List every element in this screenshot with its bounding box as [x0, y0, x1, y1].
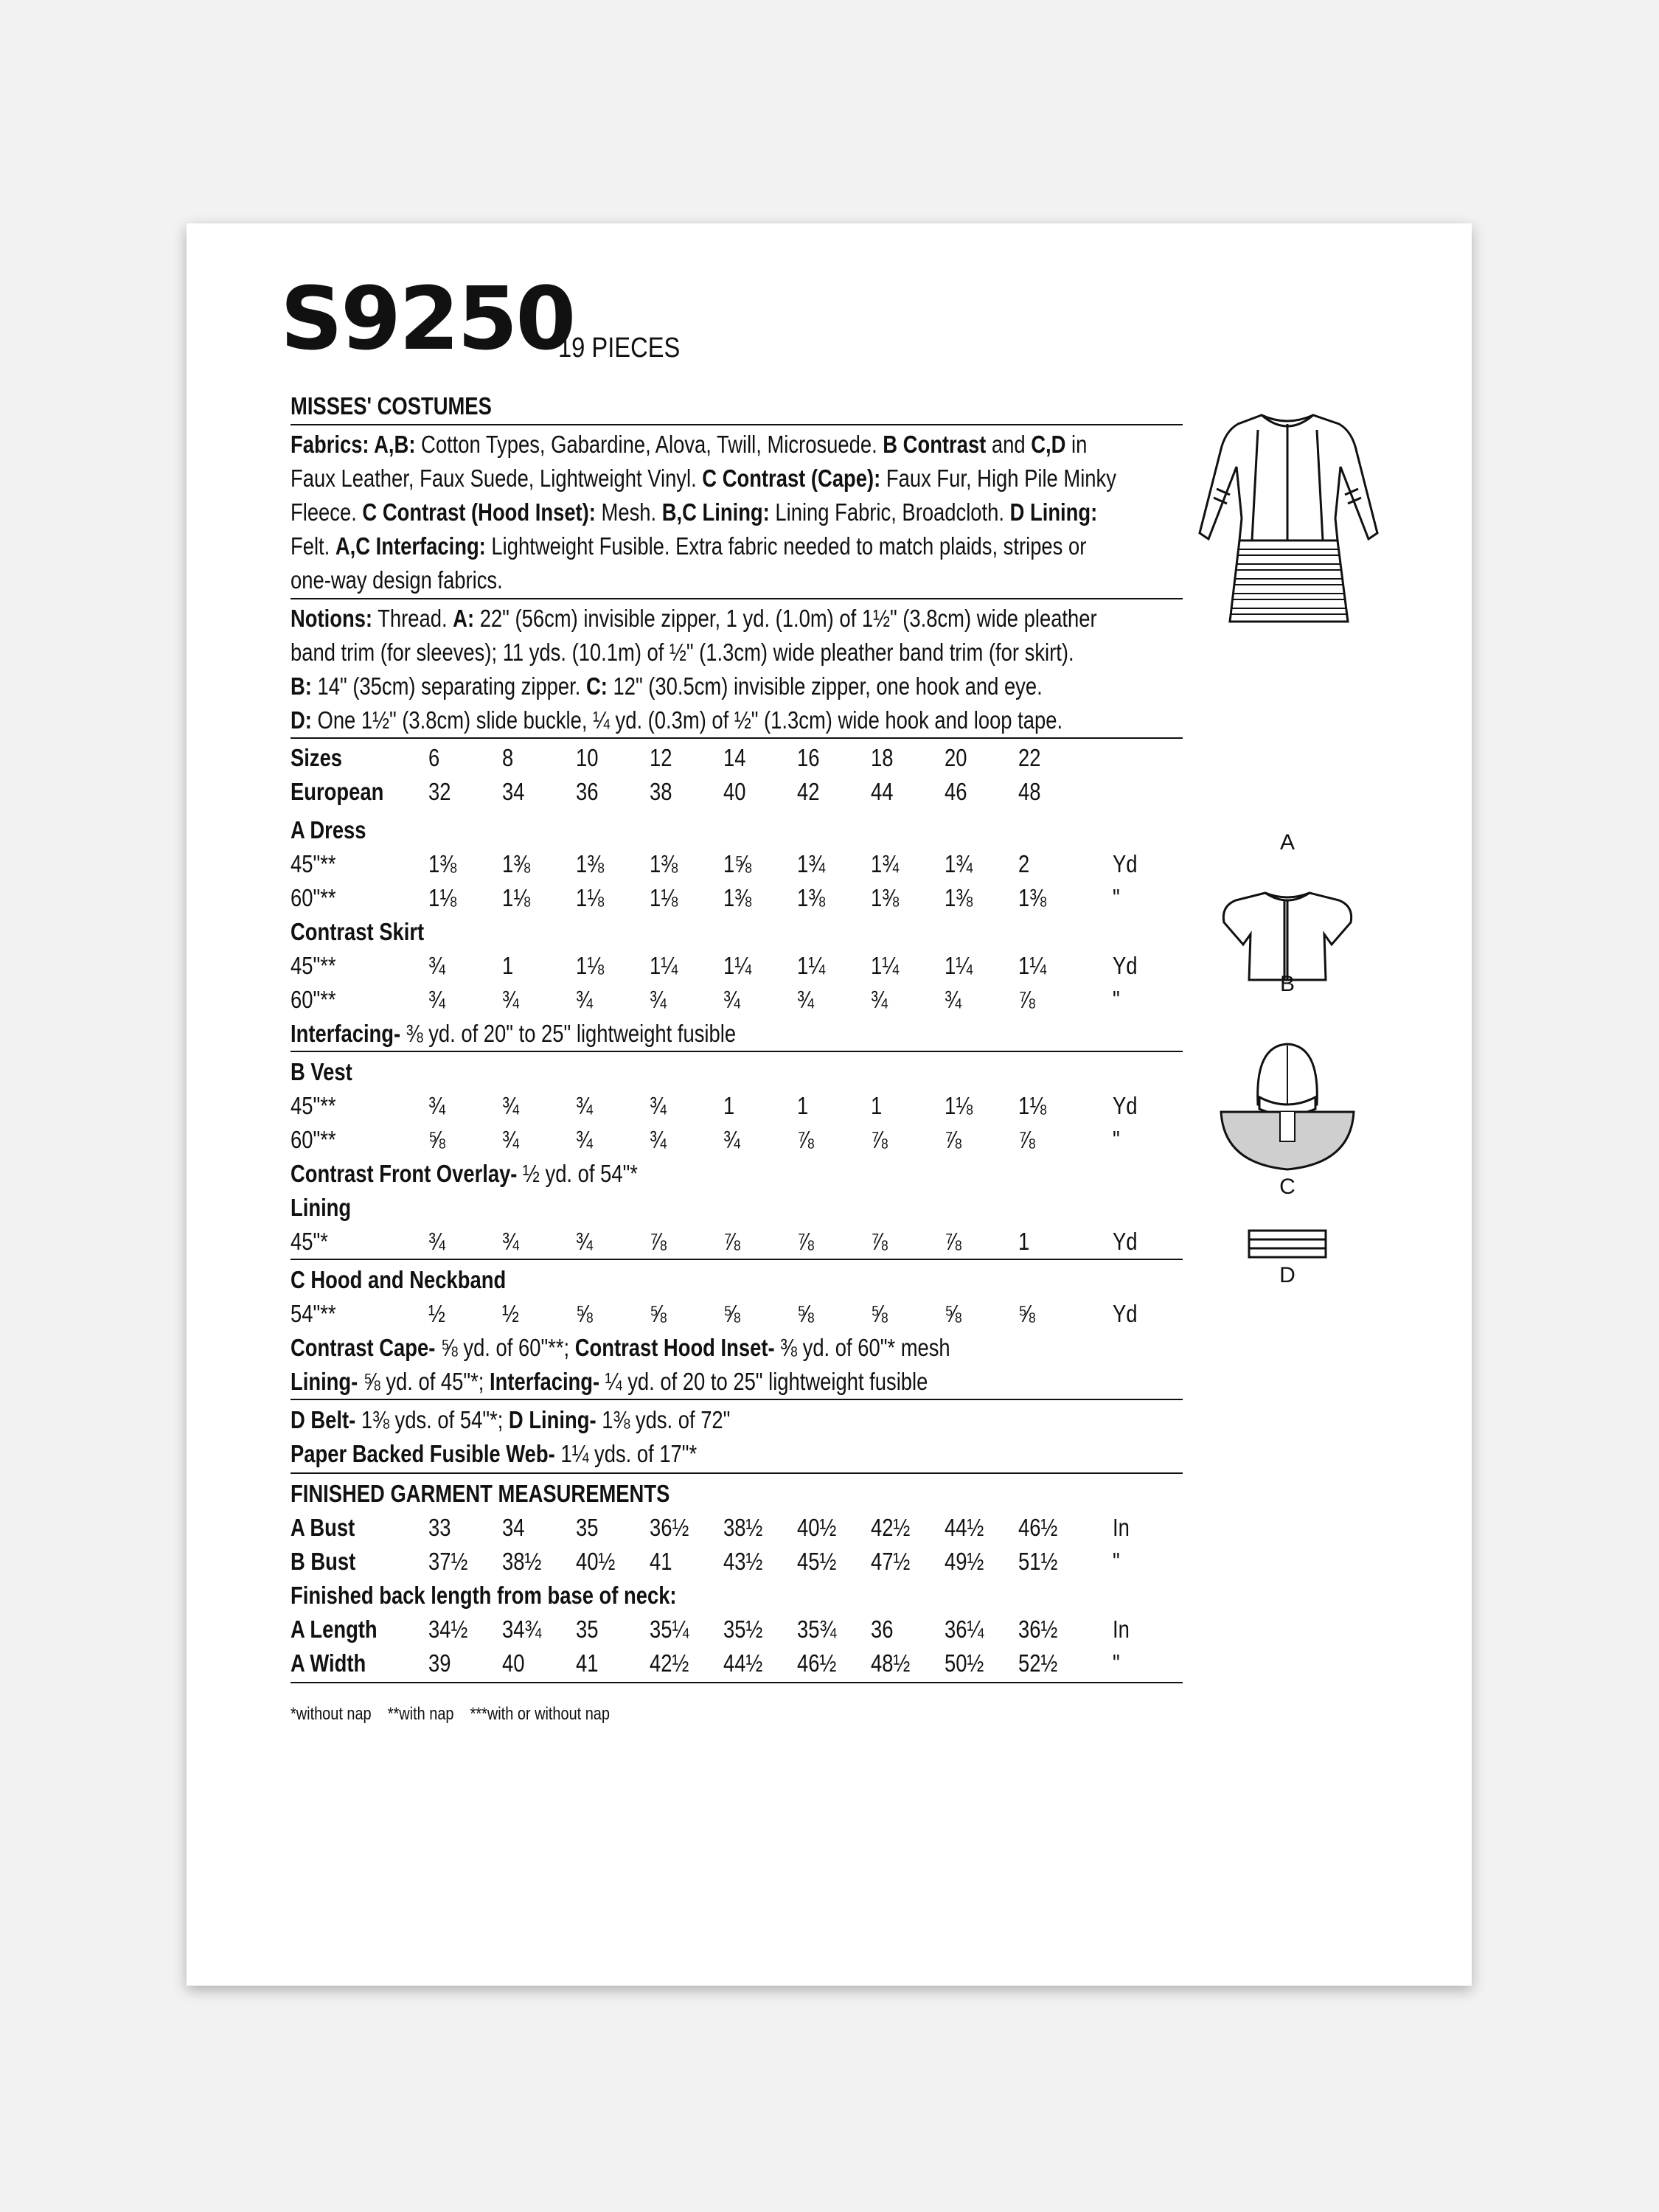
bold-label: Fabrics: A,B:: [291, 431, 416, 458]
table-cell: 38½: [502, 1548, 542, 1575]
table-cell: 1¼: [650, 952, 678, 979]
table-row: [291, 1089, 1183, 1123]
table-cell: ¾: [576, 1092, 593, 1119]
table-cell: 50½: [945, 1649, 984, 1677]
table-cell: 1⅜: [576, 850, 605, 877]
table-cell: 38½: [723, 1514, 763, 1541]
divider: [291, 1472, 1183, 1474]
row-label: 45"**: [291, 1092, 336, 1119]
table-cell: 1⅛: [576, 952, 605, 979]
text-segment: Felt.: [291, 532, 335, 560]
divider: [291, 424, 1183, 425]
bold-label: D Belt-: [291, 1406, 356, 1433]
bold-label: C Contrast (Cape):: [702, 465, 881, 492]
table-cell: 1⅜: [723, 884, 752, 911]
table-cell: 1¾: [945, 850, 973, 877]
sizes-row: [291, 741, 1183, 775]
table-cell: 1⅛: [576, 884, 605, 911]
table-cell: ¾: [871, 986, 888, 1013]
table-cell: ¾: [723, 1126, 740, 1153]
table-cell: ⅞: [945, 1228, 961, 1255]
table-cell: ⅞: [797, 1126, 814, 1153]
table-cell: 1⅛: [945, 1092, 973, 1119]
text-segment: Lining Fabric, Broadcloth.: [769, 498, 1010, 526]
table-cell: 1: [502, 952, 514, 979]
table-cell: ¾: [502, 1126, 519, 1153]
text-segment: in: [1065, 431, 1088, 458]
divider: [291, 1682, 1183, 1683]
text-line: [291, 636, 1183, 669]
table-cell: 35¾: [797, 1615, 837, 1643]
row-label: 45"*: [291, 1228, 328, 1255]
text-segment: 1⅜ yds. of 72": [596, 1406, 731, 1433]
unit-cell: Yd: [1113, 1300, 1138, 1327]
text-segment: Fleece.: [291, 498, 363, 526]
table-cell: ¾: [576, 1228, 593, 1255]
table-cell: 1⅛: [502, 884, 531, 911]
table-cell: 18: [871, 744, 894, 771]
table-cell: 1: [797, 1092, 809, 1119]
text-line: [291, 462, 1183, 495]
bold-label: Contrast Hood Inset-: [574, 1334, 775, 1361]
row-label: A Width: [291, 1649, 366, 1677]
text-line: [291, 1437, 780, 1471]
text-segment: ⅝ yd. of 45"*;: [358, 1368, 490, 1395]
table-cell: 37½: [428, 1548, 468, 1575]
divider: [291, 1051, 1183, 1052]
unit-cell: Yd: [1113, 850, 1138, 877]
table-row: [291, 1545, 1183, 1579]
text-segment: ⅜ yd. of 20" to 25" lightweight fusible: [400, 1020, 737, 1047]
table-cell: 40: [502, 1649, 525, 1677]
table-cell: 52½: [1018, 1649, 1058, 1677]
table-cell: ¾: [502, 986, 519, 1013]
bold-label: Interfacing-: [490, 1368, 600, 1395]
row-label: 60"**: [291, 986, 336, 1013]
bold-label: Interfacing-: [291, 1020, 401, 1047]
footnote: *without nap **with nap ***with or without nap: [291, 1704, 610, 1724]
unit-cell: ": [1113, 1548, 1120, 1575]
divider: [291, 598, 1183, 599]
table-cell: ¾: [650, 1126, 667, 1153]
table-cell: 40½: [576, 1548, 616, 1575]
bold-label: C Contrast (Hood Inset):: [362, 498, 596, 526]
section-heading-a-dress: A Dress: [291, 816, 366, 844]
section-heading-measurements: FINISHED GARMENT MEASUREMENTS: [291, 1480, 670, 1507]
table-cell: 34½: [428, 1615, 468, 1643]
text-line: [291, 529, 1183, 563]
table-cell: ¾: [428, 952, 445, 979]
table-cell: ¾: [797, 986, 814, 1013]
table-cell: ¾: [576, 986, 593, 1013]
table-cell: 36½: [650, 1514, 689, 1541]
table-cell: ⅞: [723, 1228, 740, 1255]
table-cell: 36: [576, 778, 599, 805]
pattern-title: MISSES' COSTUMES: [291, 392, 492, 420]
row-label: 60"**: [291, 884, 336, 911]
unit-cell: ": [1113, 1126, 1120, 1153]
table-cell: 1⅜: [797, 884, 826, 911]
section-heading-back-length: Finished back length from base of neck:: [291, 1582, 677, 1609]
text-line: [291, 703, 1183, 737]
table-cell: 34: [502, 1514, 525, 1541]
bold-label: B,C Lining:: [661, 498, 770, 526]
table-cell: 36¼: [945, 1615, 984, 1643]
row-label: A Bust: [291, 1514, 355, 1541]
table-cell: 43½: [723, 1548, 763, 1575]
table-cell: 35: [576, 1615, 599, 1643]
section-heading-b-vest: B Vest: [291, 1058, 352, 1085]
table-cell: 1¼: [945, 952, 973, 979]
unit-cell: ": [1113, 884, 1120, 911]
table-cell: 34¾: [502, 1615, 542, 1643]
table-row: [291, 949, 1183, 983]
bold-label: A:: [453, 605, 475, 632]
row-label: B Bust: [291, 1548, 356, 1575]
row-label: A Length: [291, 1615, 378, 1643]
table-cell: 39: [428, 1649, 451, 1677]
table-cell: 1⅜: [871, 884, 900, 911]
table-cell: 46½: [1018, 1514, 1058, 1541]
table-cell: 49½: [945, 1548, 984, 1575]
unit-cell: Yd: [1113, 1092, 1138, 1119]
table-cell: ½: [428, 1300, 445, 1327]
table-cell: 40: [723, 778, 746, 805]
table-cell: 1¾: [797, 850, 826, 877]
table-cell: ⅝: [723, 1300, 740, 1327]
table-cell: 45½: [797, 1548, 837, 1575]
text-line: [291, 1331, 1085, 1365]
view-a-dress-illustration: [1184, 408, 1391, 629]
table-cell: 10: [576, 744, 599, 771]
table-cell: 34: [502, 778, 525, 805]
table-cell: 35: [576, 1514, 599, 1541]
text-segment: 22" (56cm) invisible zipper, 1 yd. (1.0m) of 1½" (3.8cm) wide pleather: [474, 605, 1097, 632]
table-cell: 14: [723, 744, 746, 771]
view-c-hood-cape-illustration: [1206, 1038, 1368, 1178]
unit-cell: Yd: [1113, 1228, 1138, 1255]
row-label: 60"**: [291, 1126, 336, 1153]
table-cell: 1⅛: [1018, 1092, 1047, 1119]
table-cell: 1⅜: [1018, 884, 1047, 911]
table-cell: ⅞: [1018, 1126, 1035, 1153]
table-cell: ⅝: [576, 1300, 593, 1327]
table-cell: 46: [945, 778, 967, 805]
table-cell: ¾: [576, 1126, 593, 1153]
row-label: 54"**: [291, 1300, 336, 1327]
divider: [291, 1399, 1183, 1400]
table-cell: ⅞: [797, 1228, 814, 1255]
table-cell: ¾: [502, 1228, 519, 1255]
text-segment: One 1½" (3.8cm) slide buckle, ¼ yd. (0.3m) of ½" (1.3cm) wide hook and loop tape.: [311, 706, 1063, 734]
notions-section: [291, 602, 1183, 737]
section-heading-c-hood: C Hood and Neckband: [291, 1266, 507, 1293]
table-cell: 2: [1018, 850, 1030, 877]
table-cell: 1¼: [797, 952, 826, 979]
table-cell: ½: [502, 1300, 519, 1327]
table-cell: 36: [871, 1615, 894, 1643]
table-cell: 8: [502, 744, 514, 771]
text-segment: 14" (35cm) separating zipper.: [311, 672, 586, 700]
row-label: 45"**: [291, 952, 336, 979]
table-cell: 1⅝: [723, 850, 752, 877]
text-line: [291, 1157, 709, 1191]
table-cell: 41: [576, 1649, 599, 1677]
text-segment: 1¼ yds. of 17"*: [554, 1440, 698, 1467]
table-cell: 1: [1018, 1228, 1030, 1255]
table-cell: ⅞: [871, 1228, 888, 1255]
text-segment: band trim (for sleeves); 11 yds. (10.1m) of ½" (1.3cm) wide pleather band trim (for skirt).: [291, 639, 1074, 666]
text-line: [291, 1365, 1058, 1399]
bold-label: B:: [291, 672, 312, 700]
text-segment: one-way design fabrics.: [291, 566, 503, 594]
text-line: [291, 1017, 827, 1051]
table-row: [291, 1225, 1183, 1259]
table-cell: ¾: [650, 1092, 667, 1119]
text-segment: 1⅜ yds. of 54"*;: [355, 1406, 509, 1433]
table-cell: 20: [945, 744, 967, 771]
table-row: [291, 1646, 1183, 1680]
row-label: 45"**: [291, 850, 336, 877]
text-line: [291, 495, 1183, 529]
text-line: [291, 602, 1183, 636]
table-cell: 41: [650, 1548, 672, 1575]
section-heading-contrast-skirt: Contrast Skirt: [291, 918, 425, 945]
table-cell: 51½: [1018, 1548, 1058, 1575]
text-line: [291, 1403, 821, 1437]
table-cell: 1¾: [871, 850, 900, 877]
table-cell: 22: [1018, 744, 1041, 771]
table-row: [291, 1511, 1183, 1545]
table-cell: 35¼: [650, 1615, 689, 1643]
text-segment: ¼ yd. of 20 to 25" lightweight fusible: [599, 1368, 928, 1395]
table-cell: 36½: [1018, 1615, 1058, 1643]
table-cell: 38: [650, 778, 672, 805]
table-cell: ⅝: [797, 1300, 814, 1327]
text-line: [291, 669, 1183, 703]
unit-cell: Yd: [1113, 952, 1138, 979]
table-cell: 42½: [871, 1514, 911, 1541]
table-cell: 1⅛: [650, 884, 678, 911]
text-segment: Faux Leather, Faux Suede, Lightweight Vinyl.: [291, 465, 703, 492]
bold-label: B Contrast: [883, 431, 987, 458]
view-a-label: A: [1279, 830, 1295, 855]
table-cell: 44: [871, 778, 894, 805]
table-cell: 44½: [945, 1514, 984, 1541]
table-cell: ¾: [723, 986, 740, 1013]
table-row: [291, 1297, 1183, 1331]
table-row: [291, 983, 1183, 1017]
text-segment: Mesh.: [595, 498, 662, 526]
bold-label: C,D: [1031, 431, 1066, 458]
table-cell: ⅞: [945, 1126, 961, 1153]
text-segment: 12" (30.5cm) invisible zipper, one hook and eye.: [607, 672, 1043, 700]
table-cell: 33: [428, 1514, 451, 1541]
table-cell: ⅞: [1018, 986, 1035, 1013]
table-cell: 32: [428, 778, 451, 805]
bold-label: C:: [585, 672, 608, 700]
bold-label: D:: [291, 706, 312, 734]
table-cell: 35½: [723, 1615, 763, 1643]
bold-label: Paper Backed Fusible Web-: [291, 1440, 555, 1467]
table-cell: ⅝: [945, 1300, 961, 1327]
bold-label: Notions:: [291, 605, 373, 632]
table-row: [291, 881, 1183, 915]
table-cell: 47½: [871, 1548, 911, 1575]
text-line: [291, 563, 1183, 597]
table-cell: 48: [1018, 778, 1041, 805]
bold-label: Lining-: [291, 1368, 358, 1395]
table-cell: ¾: [428, 1228, 445, 1255]
table-cell: 1: [723, 1092, 735, 1119]
text-segment: ⅝ yd. of 60"**;: [435, 1334, 575, 1361]
fabrics-section: [291, 428, 1183, 597]
text-segment: ½ yd. of 54"*: [517, 1160, 638, 1187]
divider: [291, 737, 1183, 739]
table-cell: ¾: [650, 986, 667, 1013]
view-c-label: C: [1279, 1175, 1295, 1199]
european-sizes-row: [291, 775, 1183, 809]
table-cell: ⅞: [650, 1228, 667, 1255]
view-d-belt-illustration: [1243, 1225, 1332, 1269]
table-cell: 16: [797, 744, 820, 771]
pattern-number: S9250: [280, 268, 574, 369]
text-line: [291, 428, 1183, 462]
table-cell: 48½: [871, 1649, 911, 1677]
table-cell: ⅝: [650, 1300, 667, 1327]
bold-label: Contrast Cape-: [291, 1334, 436, 1361]
table-cell: 46½: [797, 1649, 837, 1677]
view-b-label: B: [1279, 972, 1295, 996]
bold-label: A,C Interfacing:: [335, 532, 486, 560]
table-row: [291, 847, 1183, 881]
table-cell: 1⅜: [428, 850, 457, 877]
table-cell: ¾: [502, 1092, 519, 1119]
text-segment: and: [986, 431, 1032, 458]
table-cell: 1: [871, 1092, 883, 1119]
section-heading-lining: Lining: [291, 1194, 352, 1221]
text-segment: Lightweight Fusible. Extra fabric needed to match plaids, stripes or: [485, 532, 1087, 560]
table-cell: 12: [650, 744, 672, 771]
bold-label: D Lining:: [1009, 498, 1098, 526]
unit-cell: ": [1113, 986, 1120, 1013]
table-cell: ¾: [428, 1092, 445, 1119]
table-cell: 42: [797, 778, 820, 805]
table-cell: 6: [428, 744, 440, 771]
table-cell: ⅝: [428, 1126, 445, 1153]
unit-cell: ": [1113, 1649, 1120, 1677]
table-cell: 1⅜: [502, 850, 531, 877]
table-cell: 40½: [797, 1514, 837, 1541]
row-label: European: [291, 778, 384, 805]
table-cell: 44½: [723, 1649, 763, 1677]
table-cell: ⅞: [871, 1126, 888, 1153]
table-cell: ⅝: [871, 1300, 888, 1327]
bold-label: Contrast Front Overlay-: [291, 1160, 518, 1187]
table-cell: 1¼: [1018, 952, 1047, 979]
table-cell: 1¼: [871, 952, 900, 979]
text-segment: ⅜ yd. of 60"* mesh: [774, 1334, 950, 1361]
view-d-label: D: [1279, 1263, 1295, 1287]
table-cell: 1⅜: [650, 850, 678, 877]
table-cell: ¾: [428, 986, 445, 1013]
table-cell: ¾: [945, 986, 961, 1013]
pieces-count: 19 PIECES: [558, 333, 681, 364]
table-cell: 1⅜: [945, 884, 973, 911]
text-segment: Faux Fur, High Pile Minky: [880, 465, 1116, 492]
table-cell: 42½: [650, 1649, 689, 1677]
table-cell: 1¼: [723, 952, 752, 979]
table-row: [291, 1613, 1183, 1646]
unit-cell: In: [1113, 1615, 1130, 1643]
text-segment: Thread.: [372, 605, 453, 632]
table-cell: ⅝: [1018, 1300, 1035, 1327]
table-cell: 1⅛: [428, 884, 457, 911]
text-segment: Cotton Types, Gabardine, Alova, Twill, Microsuede.: [415, 431, 883, 458]
pattern-envelope-back: [187, 223, 1472, 1986]
table-row: [291, 1123, 1183, 1157]
unit-cell: In: [1113, 1514, 1130, 1541]
divider: [291, 1259, 1183, 1260]
row-label: Sizes: [291, 744, 343, 771]
bold-label: D Lining-: [508, 1406, 597, 1433]
